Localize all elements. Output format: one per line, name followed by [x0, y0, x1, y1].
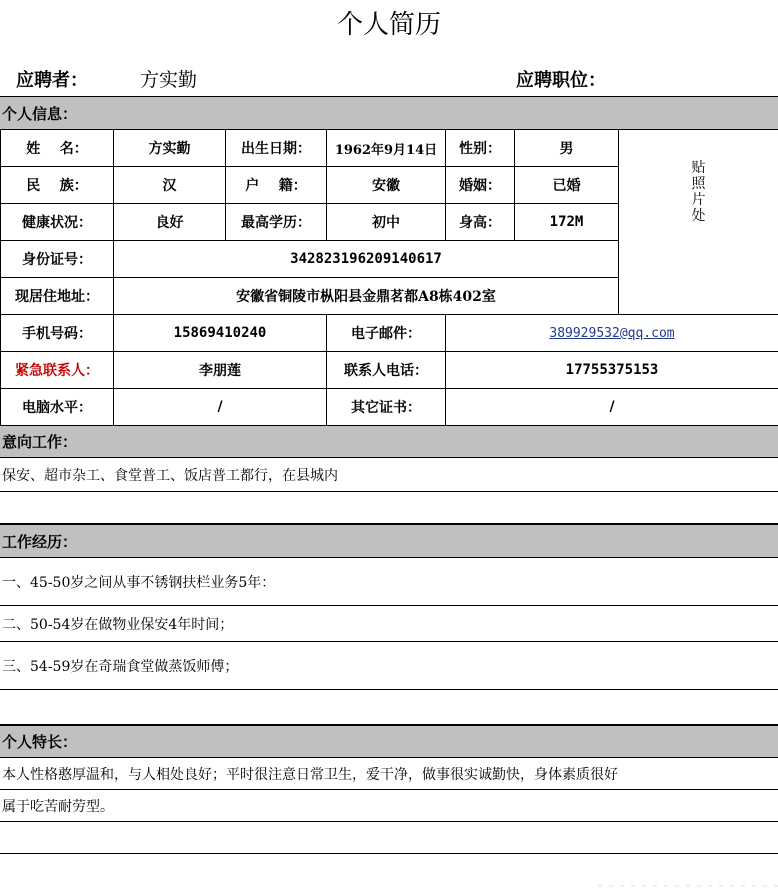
experience-item: 三、54-59岁在奇瑞食堂做蒸饭师傅；: [0, 642, 778, 690]
computer-value: /: [114, 389, 327, 426]
huji-value: 安徽: [327, 167, 446, 204]
address-label: 现居住地址：: [1, 278, 114, 315]
edu-value: 初中: [327, 204, 446, 241]
intent-text: 保安、超市杂工、食堂普工、饭店普工都行，在县城内: [0, 458, 778, 492]
name-value: 方实勤: [114, 130, 226, 167]
health-value: 良好: [114, 204, 226, 241]
emergency-value: 李朋莲: [114, 352, 327, 389]
scan-artifact: [598, 872, 778, 892]
email-label: 电子邮件：: [327, 315, 446, 352]
phone-label: 手机号码：: [1, 315, 114, 352]
photo-label: 贴照片处: [691, 160, 706, 224]
intent-blank-row: [0, 492, 778, 524]
traits-line-1: 本人性格憨厚温和，与人相处良好；平时很注意日常卫生，爱干净，做事很实诚勤快，身体素质很好: [0, 758, 778, 790]
address-value: 安徽省铜陵市枞阳县金鼎茗都A8栋402室: [114, 278, 619, 315]
section-intent: 意向工作：: [0, 425, 778, 458]
huji-label: 户 籍：: [226, 167, 327, 204]
height-value: 172M: [515, 204, 619, 241]
contact-phone-value: 17755375153: [446, 352, 778, 389]
applicant-label: 应聘者：: [16, 70, 88, 91]
photo-placeholder: [619, 130, 778, 315]
cert-value: /: [446, 389, 778, 426]
experience-item: 二、50-54岁在做物业保安4年时间；: [0, 606, 778, 642]
ethnic-value: 汉: [114, 167, 226, 204]
phone-value: 15869410240: [114, 315, 327, 352]
marriage-label: 婚姻：: [446, 167, 515, 204]
health-label: 健康状况：: [1, 204, 114, 241]
gender-value: 男: [515, 130, 619, 167]
traits-blank-row: [0, 822, 778, 854]
edu-label: 最高学历：: [226, 204, 327, 241]
marriage-value: 已婚: [515, 167, 619, 204]
experience-blank-row: [0, 690, 778, 725]
section-personal-info: 个人信息：: [0, 96, 778, 130]
applicant-name: 方实勤: [140, 69, 198, 91]
id-value: 342823196209140617: [114, 241, 619, 278]
birth-label: 出生日期：: [226, 130, 327, 167]
experience-item: 一、45-50岁之间从事不锈钢扶栏业务5年：: [0, 558, 778, 606]
page-title: 个人简历: [336, 10, 441, 40]
gender-label: 性别：: [446, 130, 515, 167]
traits-line-2: 属于吃苦耐劳型。: [0, 790, 778, 822]
ethnic-label: 民 族：: [1, 167, 114, 204]
id-label: 身份证号：: [1, 241, 114, 278]
height-label: 身高：: [446, 204, 515, 241]
name-label: 姓 名：: [1, 130, 114, 167]
section-traits: 个人特长：: [0, 725, 778, 758]
birth-value: 1962年9月14日: [327, 130, 446, 167]
section-experience: 工作经历：: [0, 524, 778, 558]
contact-phone-label: 联系人电话：: [327, 352, 446, 389]
email-link[interactable]: 389929532@qq.com: [549, 326, 675, 341]
position-label: 应聘职位：: [516, 70, 606, 91]
emergency-label: 紧急联系人：: [1, 352, 114, 389]
cert-label: 其它证书：: [327, 389, 446, 426]
computer-label: 电脑水平：: [1, 389, 114, 426]
personal-info-table: [0, 129, 778, 426]
